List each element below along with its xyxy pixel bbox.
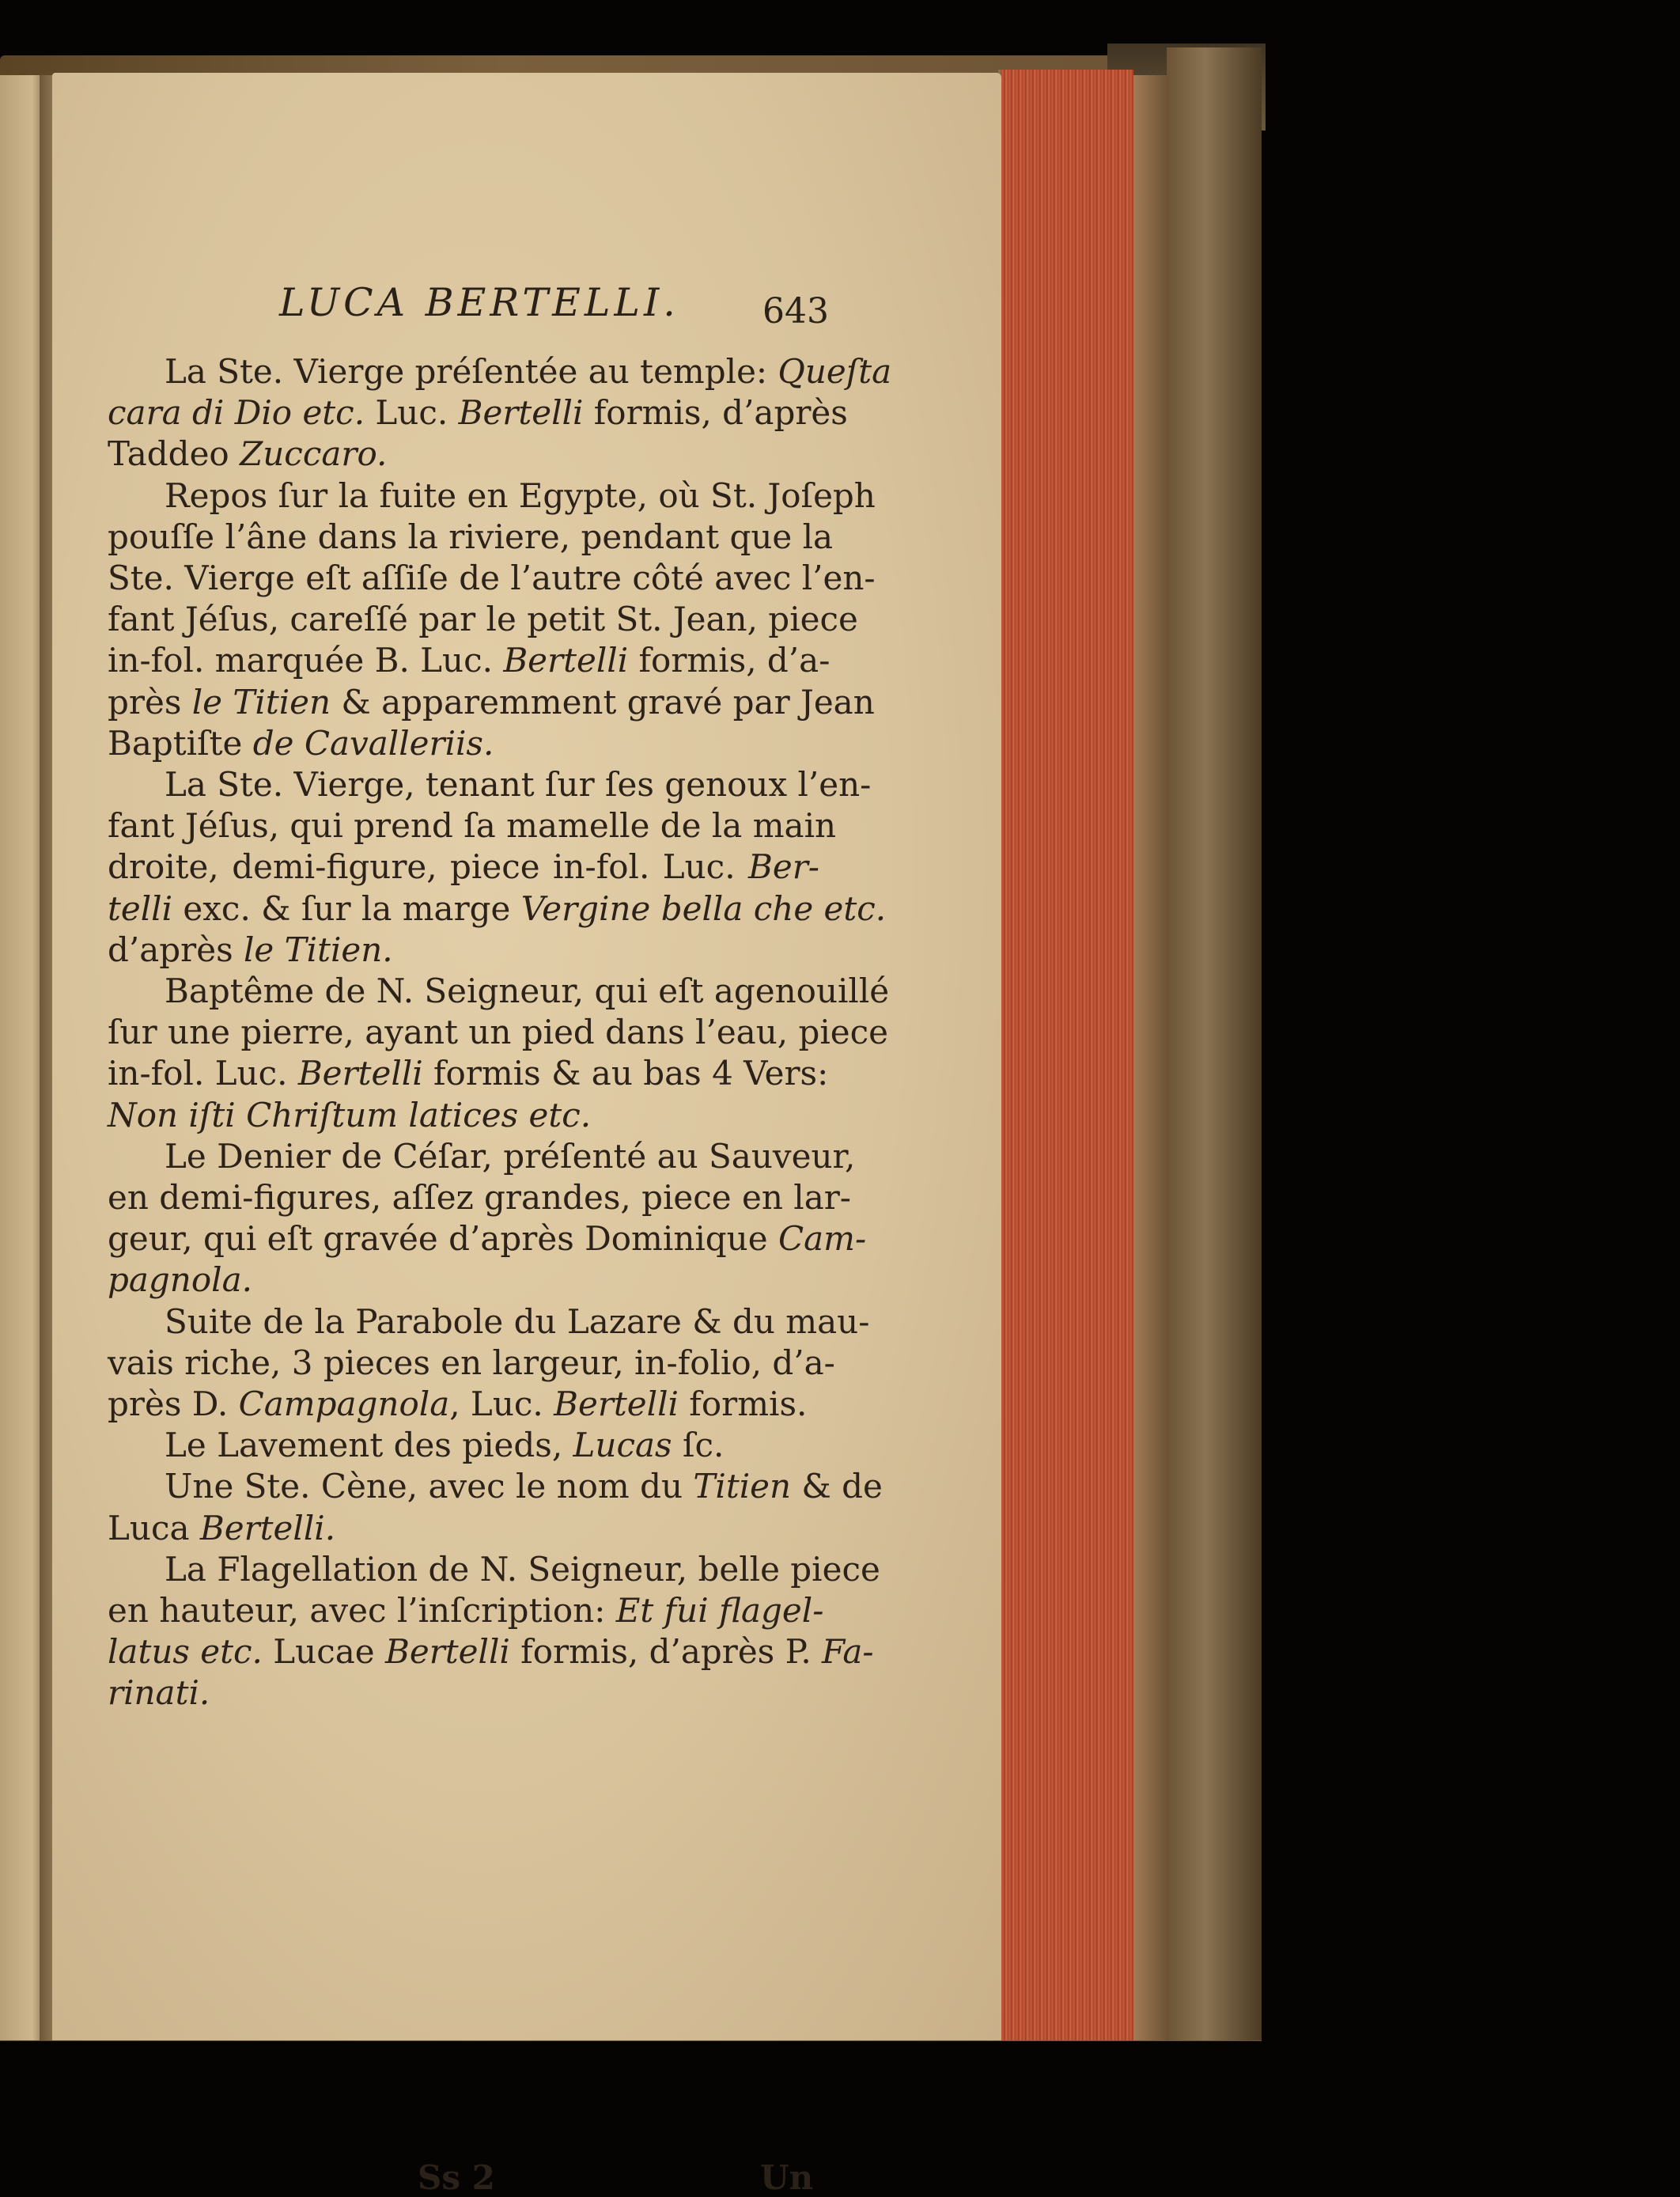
red-page-edges (998, 70, 1133, 2040)
italic-run: Vergine bella che etc. (520, 888, 887, 928)
text-line (108, 930, 819, 971)
italic-run: Campagnola (238, 1384, 450, 1423)
text-line (108, 1218, 867, 1259)
page-number: 643 (762, 291, 829, 331)
text-line (108, 1590, 824, 1631)
text-run: geur, qui eſt gravée d’après Dominique (108, 1219, 778, 1259)
signature-mark: Ss 2 (418, 2158, 495, 2197)
text-run: formis, d’a- (628, 641, 831, 680)
text-line (108, 723, 819, 764)
page (52, 73, 1001, 2197)
italic-run: Titien (693, 1467, 792, 1506)
italic-run: rinati. (108, 1673, 210, 1713)
text-line (108, 1384, 819, 1425)
text-line (108, 599, 858, 640)
text-run: formis & au bas 4 Vers: (422, 1054, 829, 1093)
text-run: formis, d’après (583, 393, 848, 433)
text-line (108, 1672, 819, 1714)
italic-run: le Titien. (244, 930, 393, 969)
text-run: près D. (108, 1384, 239, 1423)
italic-run: Queſta (778, 352, 892, 391)
running-title: LUCA BERTELLI. (279, 280, 679, 325)
text-run: fant Jéſus, qui prend ſa mamelle de la main (108, 806, 837, 846)
text-line (165, 1136, 856, 1177)
text-line (108, 558, 876, 599)
text-line (108, 517, 834, 558)
text-line (108, 392, 848, 434)
text-run: Luca (108, 1508, 200, 1547)
text-line (108, 888, 887, 930)
text-line (108, 682, 875, 723)
text-run: Taddeo (108, 434, 240, 474)
italic-run: Bertelli (458, 393, 584, 433)
text-run: formis, d’après P. (509, 1632, 823, 1672)
text-line (165, 971, 890, 1012)
text-line (108, 1095, 819, 1136)
text-line (165, 1549, 880, 1590)
text-run: près (108, 682, 192, 722)
italic-run: Bertelli. (199, 1508, 336, 1547)
text-line (108, 1343, 835, 1384)
text-line (108, 640, 831, 681)
text-run: ſc. (672, 1426, 725, 1465)
italic-run: Et fui flagel- (615, 1591, 824, 1630)
italic-run: Zuccaro. (240, 434, 388, 474)
text-run: Repos ſur la fuite en Egypte, où St. Joſeph (165, 475, 876, 515)
text-line (165, 1425, 819, 1466)
text-line (165, 764, 872, 805)
italic-run: Ber- (748, 847, 819, 887)
text-line (108, 1631, 874, 1672)
text-run: Le Lavement des pieds, (165, 1426, 573, 1465)
italic-run: de Cavalleriis. (252, 723, 494, 763)
text-run: & apparemment gravé par Jean (331, 682, 875, 722)
text-run: formis. (678, 1384, 808, 1423)
italic-run: latus etc. (108, 1632, 263, 1672)
text-run: en demi-figures, aſſez grandes, piece en lar- (108, 1178, 851, 1217)
text-line (108, 1508, 819, 1549)
italic-run: Cam- (778, 1219, 867, 1259)
text-run: Luc. (365, 393, 459, 433)
page-block-shadow (1131, 75, 1167, 2040)
text-run: d’après (108, 930, 244, 969)
italic-run: Lucas (573, 1426, 672, 1465)
text-line (108, 847, 819, 888)
text-run: , Luc. (449, 1384, 554, 1423)
text-run: pouſſe l’âne dans la riviere, pendant que la (108, 517, 834, 556)
text-run: in-fol. marquée B. Luc. (108, 641, 504, 680)
text-run: La Ste. Vierge préſentée au temple: (165, 352, 778, 391)
text-line (108, 1053, 829, 1094)
book-spine (1167, 47, 1262, 2040)
text-line (165, 351, 892, 392)
italic-run: cara di Dio etc. (108, 393, 365, 433)
text-line (165, 475, 876, 517)
text-run: fant Jéſus, careſſé par le petit St. Jean, piece (108, 600, 858, 639)
text-run: en hauteur, avec l’inſcription: (108, 1591, 616, 1630)
italic-run: Fa- (822, 1632, 874, 1672)
text-run: Ste. Vierge eſt aſſiſe de l’autre côté avec l’en- (108, 559, 876, 597)
text-line (108, 1177, 851, 1218)
italic-run: Bertelli (297, 1054, 423, 1093)
text-run: exc. & ſur la marge (172, 888, 521, 928)
text-run: Lucae (262, 1632, 385, 1672)
italic-run: Bertelli (384, 1632, 510, 1672)
text-run: in-fol. Luc. (108, 1054, 298, 1093)
text-run: Baptême de N. Seigneur, qui eſt agenouillé (165, 972, 890, 1010)
text-run: ſur une pierre, ayant un pied dans l’eau, piece (108, 1013, 889, 1052)
text-run: La Flagellation de N. Seigneur, belle piece (165, 1549, 880, 1589)
text-run: Baptiſte (108, 723, 253, 763)
italic-run: Bertelli (503, 641, 629, 680)
text-line (108, 1259, 819, 1301)
catchword: Un (760, 2158, 814, 2197)
text-run: Une Ste. Cène, avec le nom du (165, 1467, 694, 1506)
italic-run: pagnola. (108, 1260, 252, 1300)
italic-run: Bertelli (554, 1384, 679, 1423)
text-run: La Ste. Vierge, tenant ſur ſes genoux l’en- (165, 765, 872, 804)
text-line (165, 1301, 870, 1343)
italic-run: telli (108, 888, 173, 928)
italic-run: Non iſti Chriſtum latices etc. (108, 1095, 592, 1134)
text-line (108, 1012, 889, 1053)
text-run: Suite de la Parabole du Lazare & du mau- (165, 1301, 870, 1341)
text-run: & de (791, 1467, 883, 1506)
text-run: droite, demi-figure, piece in-fol. Luc. (108, 847, 748, 887)
text-line (165, 1466, 883, 1507)
italic-run: le Titien (191, 682, 331, 722)
text-run: Le Denier de Céſar, préſenté au Sauveur, (165, 1136, 856, 1176)
text-line (108, 434, 819, 475)
text-line (108, 805, 837, 847)
text-run: vais riche, 3 pieces en largeur, in-folio, d’a- (108, 1343, 835, 1382)
